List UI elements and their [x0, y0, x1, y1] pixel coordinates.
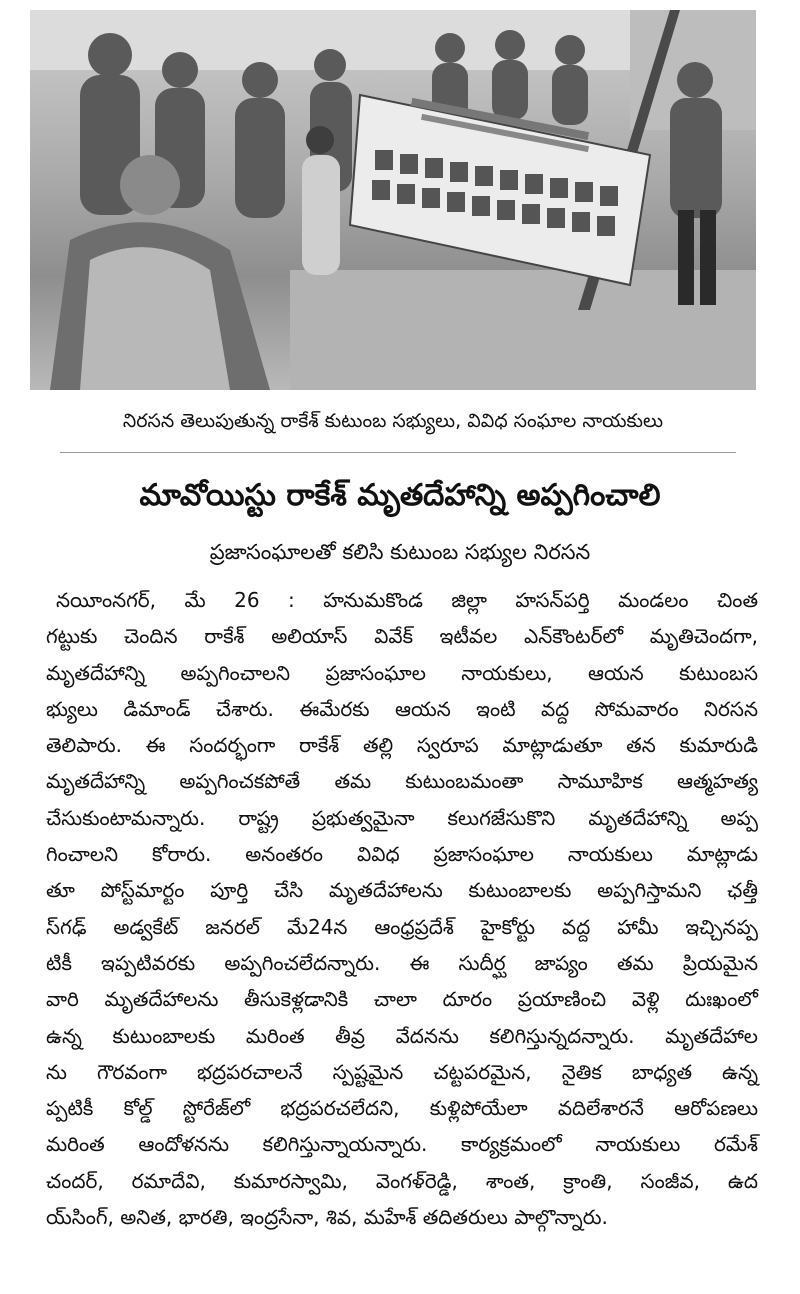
- body-line: ప్పటికీ కోల్డ్ స్టోరేజ్‌లో భద్రపరచలేదని, కుళ్లిపోయేలా వదిలేశారనే ఆరోపణలు: [46, 1096, 758, 1121]
- body-line: య్‌సింగ్, అనిత, భారతి, ఇంద్రసేనా, శివ, మహేశ్ తదితరులు పాల్గొన్నారు.: [46, 1205, 608, 1230]
- photo-caption: నిరసన తెలుపుతున్న రాకేశ్ కుటుంబ సభ్యులు, వివిధ సంఘాల నాయకులు: [122, 409, 664, 432]
- body-line: మృతదేహాన్ని అప్పగించకపోతే తమ కుటుంబమంతా సామూహిక ఆత్మహత్య: [46, 769, 758, 794]
- body-line: తూ పోస్ట్‌మార్టం పూర్తి చేసి మృతదేహాలను కుటుంబాలకు అప్పగిస్తామని ఛత్తీ: [46, 878, 758, 903]
- protest-photo-icon: [30, 10, 756, 390]
- body-line: నయీంనగర్, మే 26 : హనుమకొండ జిల్లా హసన్‌పర్తి మండలం చింత: [56, 588, 758, 612]
- body-line: ను గౌరవంగా భద్రపరచాలనే స్పష్టమైన చట్టపరమైన, నైతిక బాధ్యత ఉన్న: [46, 1059, 758, 1084]
- protest-banner-icon: [350, 95, 650, 285]
- body-line: మరింత ఆందోళనను కలిగిస్తున్నాయన్నారు. కార్యక్రమంలో నాయకులు రమేశ్: [46, 1132, 758, 1157]
- news-photo: [30, 10, 756, 390]
- body-line: వారి మృతదేహాలను తీసుకెళ్లడానికి చాలా దూరం ప్రయాణించి వెళ్లి దుఃఖంలో: [46, 987, 758, 1012]
- body-line: స్‌గఢ్ అడ్వకేట్ జనరల్ మే24న ఆంధ్రప్రదేశ్ హైకోర్టు వద్ద హామీ ఇచ్చినప్ప: [46, 914, 758, 939]
- subheadline: ప్రజాసంఘాలతో కలిసి కుటుంబ సభ్యుల నిరసన: [209, 540, 591, 564]
- body-line: భ్యులు డిమాండ్ చేశారు. ఈమేరకు ఆయన ఇంటి వద్ద సోమవారం నిరసన: [46, 696, 758, 721]
- caption-divider: [60, 452, 736, 453]
- body-line: గించాలని కోరారు. అనంతరం వివిధ ప్రజాసంఘాల నాయకులు మాట్లాడు: [46, 842, 758, 867]
- body-line: గట్టుకు చెందిన రాకేశ్ అలియాస్ వివేక్ ఇటీవల ఎన్‌కౌంటర్‌లో మృతిచెందగా,: [46, 624, 758, 649]
- body-line: టికీ ఇప్పటివరకు అప్పగించలేదన్నారు. ఈ సుదీర్ఘ జాప్యం తమ ప్రియమైన: [46, 950, 758, 975]
- body-line: మృతదేహాన్ని అప్పగించాలని ప్రజాసంఘాల నాయకులు, ఆయన కుటుంబస: [46, 660, 758, 685]
- body-line: చందర్, రమాదేవి, కుమారస్వామి, వెంగళ్‌రెడ్డి, శాంత, క్రాంతి, సంజీవ, ఉద: [46, 1168, 758, 1193]
- article-body: [46, 582, 758, 1235]
- body-line: తెలిపారు. ఈ సందర్భంగా రాకేశ్ తల్లి స్వరూప మాట్లాడుతూ తన కుమారుడి: [46, 733, 758, 758]
- headline: మావోయిస్టు రాకేశ్ మృతదేహాన్ని అప్పగించాలి: [139, 478, 661, 513]
- body-line: చేసుకుంటామన్నారు. రాష్ట్ర ప్రభుత్వమైనా కలుగజేసుకొని మృతదేహాన్ని అప్ప: [46, 805, 758, 830]
- body-line: ఉన్న కుటుంబాలకు మరింత తీవ్ర వేదనను కలిగిస్తున్నదన్నారు. మృతదేహాల: [46, 1023, 758, 1048]
